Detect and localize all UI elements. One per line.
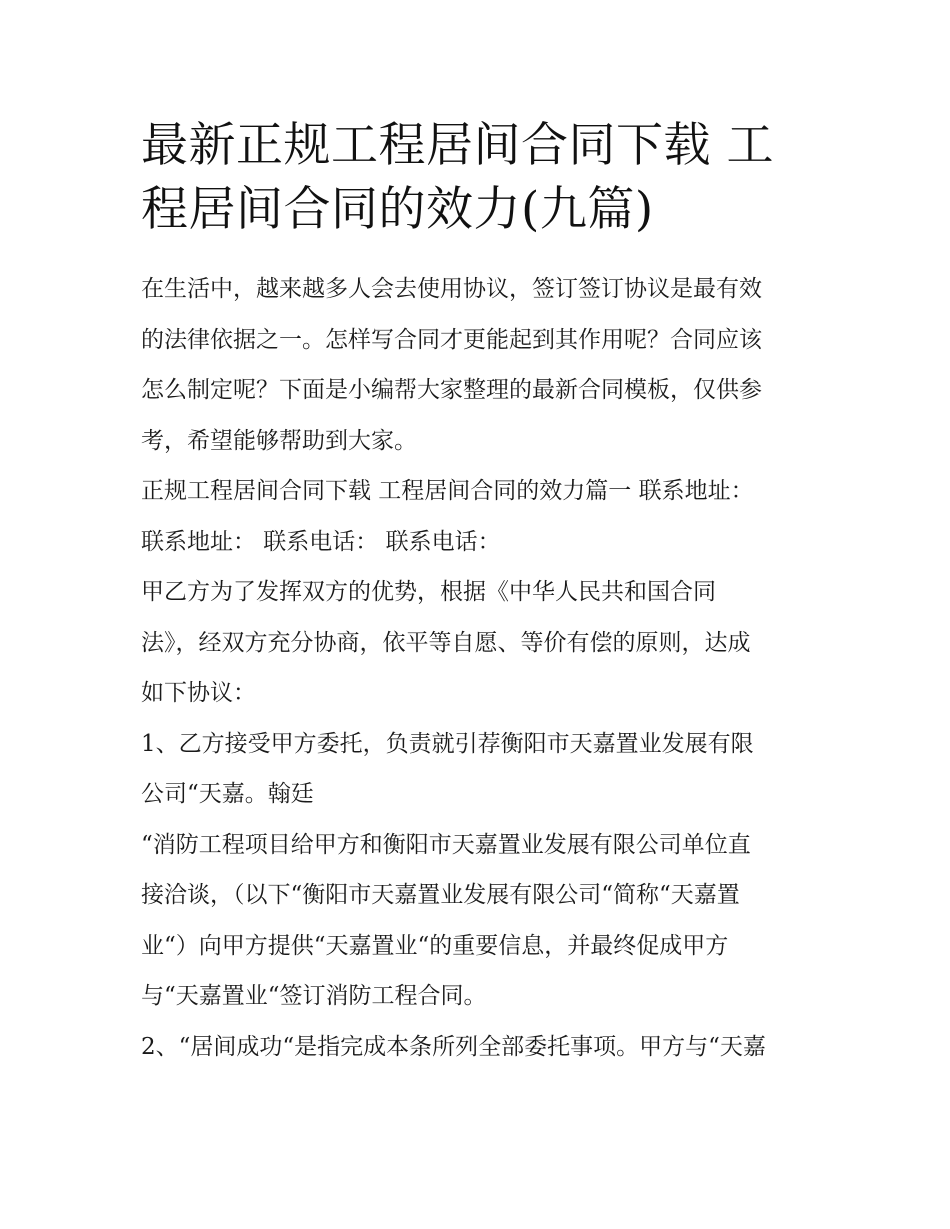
text-line: 甲乙方为了发挥双方的优势，根据《中华人民共和国合同: [141, 579, 716, 605]
text-line: 联系地址： 联系电话： 联系电话：: [141, 528, 501, 555]
clause-1-detail-paragraph: [141, 820, 821, 1022]
document-title: [141, 114, 821, 242]
text-line: 法》，经双方充分协商，依平等自愿、等价有偿的原则，达成: [141, 629, 751, 656]
text-line: 怎么制定呢？下面是小编帮大家整理的最新合同模板，仅供参: [141, 377, 762, 403]
clause-1-paragraph: [141, 719, 821, 820]
text-line: 业“）向甲方提供“天嘉置业“的重要信息，并最终促成甲方: [141, 932, 729, 959]
text-line: 公司“天嘉。翰廷: [141, 781, 314, 807]
text-line: “消防工程项目给甲方和衡阳市天嘉置业发展有限公司单位直: [141, 831, 751, 858]
text-line: 在生活中，越来越多人会去使用协议，签订签订协议是最有效: [141, 276, 762, 302]
text-line: 正规工程居间合同下载 工程居间合同的效力篇一 联系地址：: [141, 478, 754, 504]
text-line: 与“天嘉置业“签订消防工程合同。: [141, 983, 487, 1009]
contact-paragraph: [141, 466, 821, 567]
clause-2-paragraph: [141, 1022, 821, 1073]
agreement-paragraph: [141, 567, 821, 719]
intro-paragraph: [141, 264, 821, 466]
title-line: 程居间合同的效力(九篇): [141, 182, 654, 237]
text-line: 的法律依据之一。怎样写合同才更能起到其作用呢？合同应该: [141, 326, 762, 353]
text-line: 考，希望能够帮助到大家。: [141, 427, 417, 454]
document-content: [141, 114, 821, 1072]
document-body: [141, 264, 821, 1072]
title-line: 最新正规工程居间合同下载 工: [141, 118, 774, 173]
text-line: 接洽谈，（以下“衡阳市天嘉置业发展有限公司“简称“天嘉置: [141, 882, 740, 908]
text-line: 1、乙方接受甲方委托，负责就引荐衡阳市天嘉置业发展有限: [141, 730, 754, 757]
text-line: 2、“居间成功“是指完成本条所列全部委托事项。甲方与“天嘉: [141, 1033, 766, 1060]
text-line: 如下协议：: [141, 680, 256, 706]
